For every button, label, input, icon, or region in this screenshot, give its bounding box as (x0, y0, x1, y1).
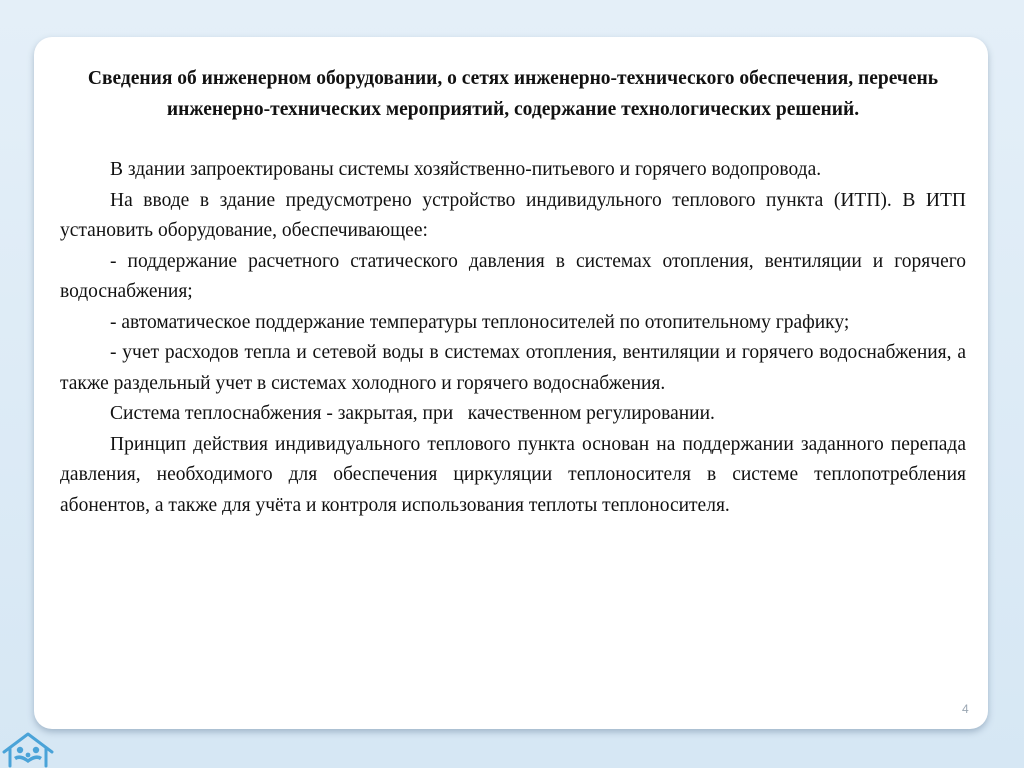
slide-content (60, 64, 966, 521)
page-number: 4 (962, 702, 969, 716)
paragraph-5: - учет расходов тепла и сетевой воды в системах отопления, вентиляции и горячего водоснабжения, а также раздельный учет в системах холодного и горячего водоснабжения. (60, 342, 966, 394)
paragraph-6: Система теплоснабжения - закрытая, при качественном регулировании. (110, 403, 715, 424)
paragraph-3: - поддержание расчетного статического давления в системах отопления, вентиляции и горячего водоснабжения; (60, 250, 966, 302)
paragraph-1: В здании запроектированы системы хозяйственно-питьевого и горячего водопровода. (110, 159, 822, 180)
slide-title: Сведения об инженерном оборудовании, о сетях инженерно-технического обеспечения, перечень инженерно-технических мероприятий, содержание технологических решений. (87, 68, 939, 120)
paragraph-7: Принцип действия индивидуального теплового пункта основан на поддержании заданного перепада давления, необходимого для обеспечения циркуляции теплоносителя в системе теплопотребления абонентов, а также для учёта и контроля использования теплоты теплоносителя. (60, 433, 966, 516)
paragraph-4: - автоматическое поддержание температуры теплоносителей по отопительному графику; (110, 311, 850, 333)
paragraph-2: На вводе в здание предусмотрено устройство индивидульного теплового пункта (ИТП). В ИТП установить оборудование, обеспечивающее: (60, 189, 966, 241)
house-family-icon (0, 730, 56, 768)
